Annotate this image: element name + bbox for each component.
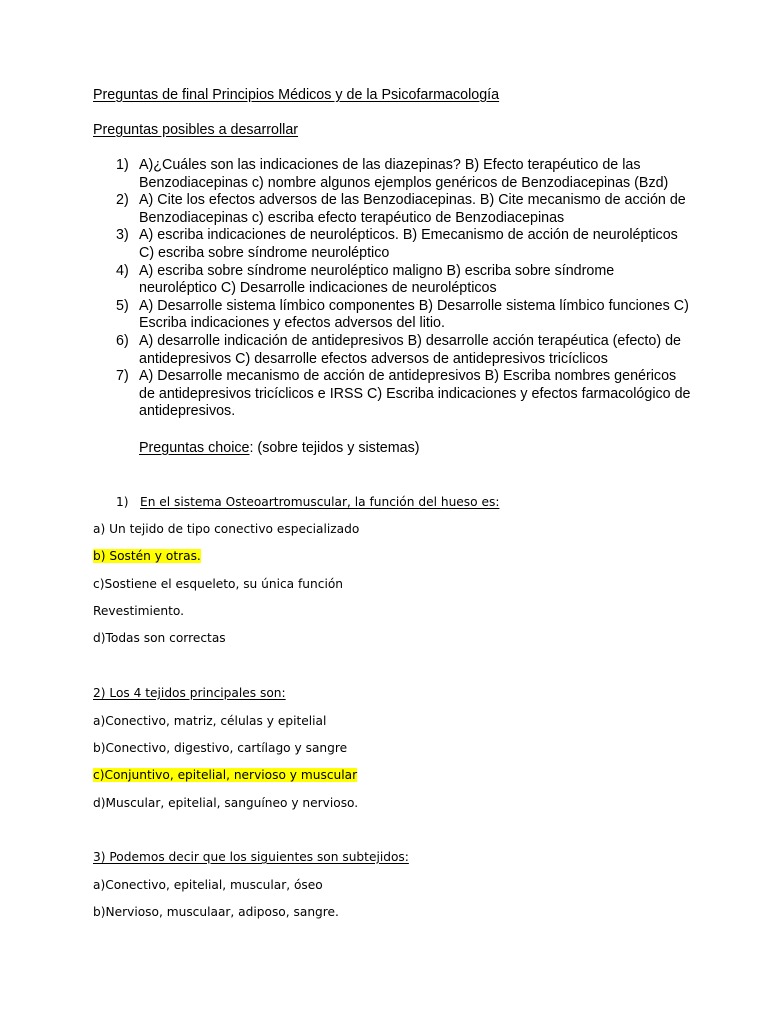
page-title: Preguntas de final Principios Médicos y de la Psicofarmacología (93, 87, 500, 103)
list-item (116, 368, 696, 421)
choice-heading-label: Preguntas choice (139, 440, 250, 456)
choice-heading (139, 440, 420, 458)
section-subtitle: Preguntas posibles a desarrollar (93, 122, 299, 138)
list-item-number: 2) (116, 192, 129, 209)
list-item (116, 263, 696, 298)
list-item-text: A) escriba sobre síndrome neuroléptico maligno B) escriba sobre síndrome neuroléptico C) Desarrolle indicaciones de neurolépticos (139, 262, 615, 297)
answer-option: Revestimiento. (93, 604, 185, 618)
question-3: 3) Podemos decir que los siguientes son subtejidos: (93, 850, 409, 864)
list-item-number: 1) (116, 157, 129, 173)
answer-option-highlighted: b) Sostén y otras. (93, 549, 201, 563)
answer-option-highlighted: c)Conjuntivo, epitelial, nervioso y muscular (93, 768, 358, 782)
question-2: 2) Los 4 tejidos principales son: (93, 686, 286, 700)
list-item-number: 4) (116, 262, 129, 279)
answer-option: b)Conectivo, digestivo, cartílago y sangre (93, 741, 348, 755)
question-text: En el sistema Osteoartromuscular, la función del hueso es: (140, 495, 500, 509)
list-item (116, 298, 696, 333)
question-1 (116, 494, 499, 510)
list-item (116, 192, 696, 227)
list-item-number: 7) (116, 368, 129, 385)
choice-heading-rest: : (sobre tejidos y sistemas) (249, 440, 420, 456)
answer-option: a)Conectivo, epitelial, muscular, óseo (93, 878, 323, 892)
list-item-text: A) Cite los efectos adversos de las Benzodiacepinas. B) Cite mecanismo de acción de Benzodiacepinas c) escriba efecto terapéutico de Benzodiacepinas (139, 192, 686, 226)
list-item-number: 5) (116, 297, 129, 314)
list-item (116, 333, 696, 368)
list-item-text: A)¿Cuáles son las indicaciones de las diazepinas? B) Efecto terapéutico de las Benzodiacepinas c) nombre algunos ejemplos genéricos de Benzodiacepinas (Bzd) (139, 157, 669, 191)
list-item (116, 157, 696, 192)
question-number: 1) (116, 495, 129, 509)
answer-option: b)Nervioso, musculaar, adiposo, sangre. (93, 905, 339, 919)
answer-option: d)Todas son correctas (93, 631, 226, 645)
answer-option: d)Muscular, epitelial, sanguíneo y nervioso. (93, 796, 359, 810)
answer-option: c)Sostiene el esqueleto, su única función (93, 577, 344, 591)
list-item-text: A) desarrolle indicación de antidepresivos B) desarrolle acción terapéutica (efecto) de antidepresivos C) desarrolle efectos adversos de antidepresivos tricíclicos (139, 332, 681, 367)
list-item-number: 6) (116, 332, 129, 349)
answer-option: a)Conectivo, matriz, células y epitelial (93, 714, 327, 728)
list-item (116, 227, 696, 262)
list-item-number: 3) (116, 227, 129, 244)
answer-option: a) Un tejido de tipo conectivo especializado (93, 522, 360, 536)
list-item-text: A) Desarrolle sistema límbico componentes B) Desarrolle sistema límbico funciones C) Escriba indicaciones y efectos adversos del litio. (139, 297, 689, 332)
list-item-text: A) escriba indicaciones de neurolépticos. B) Emecanismo de acción de neurolépticos C) escriba sobre síndrome neuroléptico (139, 227, 678, 261)
develop-questions-list (116, 157, 696, 421)
list-item-text: A) Desarrolle mecanismo de acción de antidepresivos B) Escriba nombres genéricos de antidepresivos tricíclicos e IRSS C) Escriba indicaciones y efectos farmacológico de antidepresivos. (139, 368, 691, 420)
